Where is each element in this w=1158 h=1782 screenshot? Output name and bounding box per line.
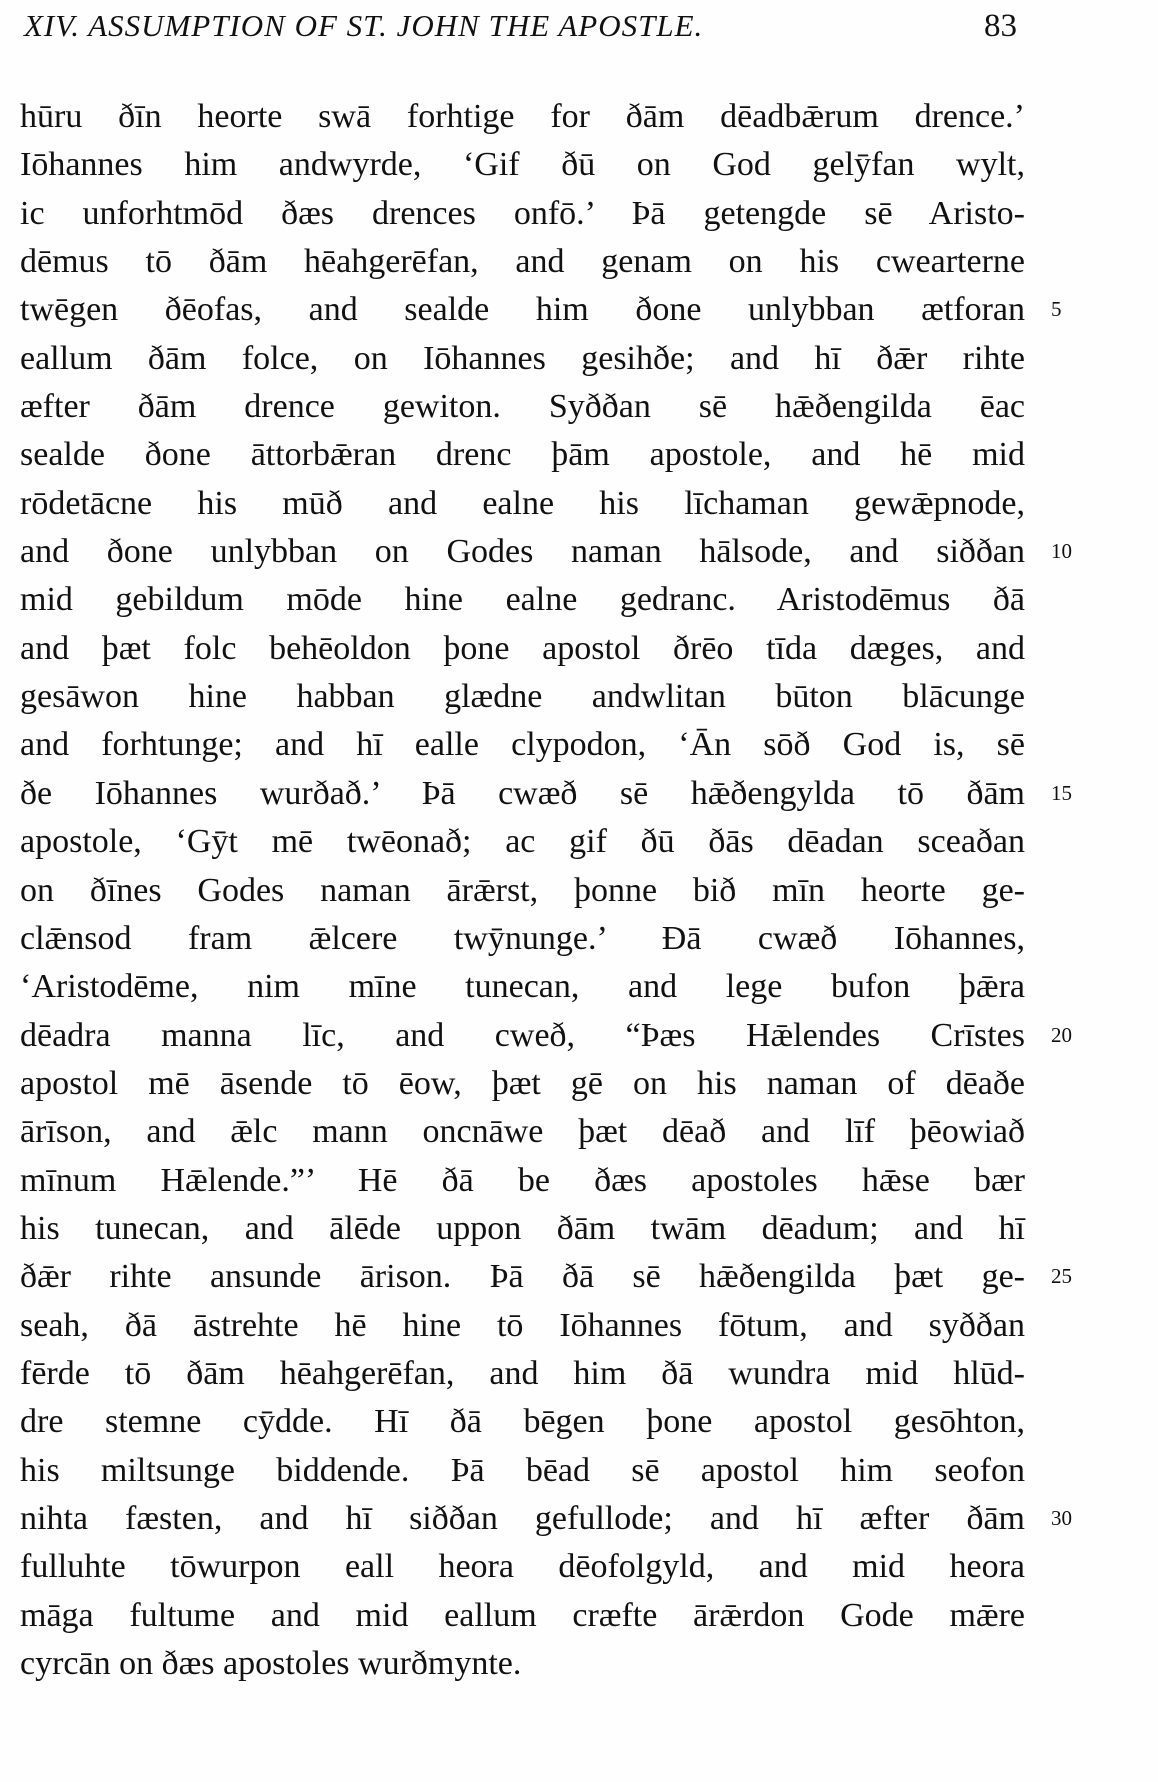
text-line (20, 190, 1025, 238)
line-text: fērde tō ðām hēahgerēfan, and him ðā wundra mid hlūd- (20, 1354, 1025, 1392)
text-line (20, 721, 1025, 769)
line-text: apostol mē āsende tō ēow, þæt gē on his naman of dēaðe (20, 1064, 1025, 1102)
line-number: 10 (1051, 539, 1072, 564)
text-line (20, 915, 1025, 963)
line-text: and forhtunge; and hī ealle clypodon, ‘Ān sōð God is, sē (20, 726, 1025, 764)
text-line (20, 528, 1072, 576)
text-line (20, 93, 1025, 141)
line-text: mid gebildum mōde hine ealne gedranc. Aristodēmus ðā (20, 581, 1025, 619)
text-line (20, 1302, 1025, 1350)
line-text: cyrcān on ðæs apostoles wurðmynte. (20, 1645, 522, 1682)
line-text: ic unforhtmōd ðæs drences onfō.’ Þā getengde sē Aristo- (20, 194, 1025, 232)
line-number: 30 (1051, 1505, 1072, 1530)
line-text: eallum ðām folce, on Iōhannes gesihðe; and hī ðǣr rihte (20, 339, 1025, 377)
text-line (20, 1157, 1025, 1205)
line-text: on ðīnes Godes naman ārǣrst, þonne bið mīn heorte ge- (20, 871, 1025, 909)
text-line (20, 141, 1025, 189)
text-line (20, 431, 1025, 479)
line-text: māga fultume and mid eallum cræfte ārǣrdon Gode mǣre (20, 1596, 1025, 1634)
text-line (20, 818, 1025, 866)
line-text: hūru ðīn heorte swā forhtige for ðām dēadbǣrum drence.’ (20, 98, 1025, 135)
line-number: 25 (1051, 1264, 1072, 1289)
text-line (20, 1060, 1025, 1108)
page-header (24, 8, 1024, 54)
line-text: and ðone unlybban on Godes naman hālsode, and siððan (20, 533, 1025, 571)
text-line (20, 770, 1072, 818)
text-line (20, 1640, 1020, 1688)
line-number: 15 (1051, 780, 1072, 805)
text-line (20, 1205, 1025, 1253)
text-line (20, 383, 1025, 431)
text-line (20, 238, 1025, 286)
line-text: ðǣr rihte ansunde ārison. Þā ðā sē hǣðengilda þæt ge- (20, 1258, 1025, 1296)
line-text: dēadra manna līc, and cweð, “Þæs Hǣlendes Crīstes (20, 1016, 1025, 1054)
text-line (20, 335, 1025, 383)
line-text: mīnum Hǣlende.”’ Hē ðā be ðæs apostoles hǣse bær (20, 1161, 1025, 1199)
text-line (20, 1253, 1072, 1301)
text-line (20, 673, 1025, 721)
text-line (20, 1543, 1025, 1591)
line-text: seah, ðā āstrehte hē hine tō Iōhannes fōtum, and syððan (20, 1306, 1025, 1344)
running-head-title: XIV. ASSUMPTION OF ST. JOHN THE APOSTLE. (24, 8, 704, 43)
line-text: gesāwon hine habban glædne andwlitan būton blācunge (20, 678, 1025, 716)
line-text: apostole, ‘Gȳt mē twēonað; ac gif ðū ðās dēadan sceaðan (20, 823, 1025, 861)
text-line (20, 480, 1025, 528)
text-line (20, 286, 1062, 334)
text-line (20, 1350, 1025, 1398)
line-text: nihta fæsten, and hī siððan gefullode; and hī æfter ðām (20, 1499, 1025, 1537)
text-line (20, 1495, 1072, 1543)
text-line (20, 625, 1025, 673)
line-text: fulluhte tōwurpon eall heora dēofolgyld, and mid heora (20, 1548, 1025, 1586)
line-text: æfter ðām drence gewiton. Syððan sē hǣðengilda ēac (20, 388, 1025, 426)
line-text: ‘Aristodēme, nim mīne tunecan, and lege bufon þǣra (20, 968, 1025, 1006)
text-line (20, 576, 1025, 624)
line-text: sealde ðone āttorbǣran drenc þām apostole, and hē mid (20, 436, 1025, 474)
line-text: rōdetācne his mūð and ealne his līchaman gewǣpnode, (20, 484, 1025, 522)
text-line (20, 1398, 1025, 1446)
text-line (20, 867, 1025, 915)
line-text: ðe Iōhannes wurðað.’ Þā cwæð sē hǣðengylda tō ðām (20, 774, 1025, 812)
line-text: dēmus tō ðām hēahgerēfan, and genam on his cwearterne (20, 243, 1025, 281)
line-text: his miltsunge biddende. Þā bēad sē apostol him seofon (20, 1451, 1025, 1489)
line-text: twēgen ðēofas, and sealde him ðone unlybban ætforan (20, 291, 1025, 329)
line-text: and þæt folc behēoldon þone apostol ðrēo tīda dæges, and (20, 629, 1025, 667)
line-number: 20 (1051, 1022, 1072, 1047)
page-number: 83 (984, 8, 1017, 44)
text-line (20, 1012, 1072, 1060)
line-text: clǣnsod fram ǣlcere twȳnunge.’ Ðā cwæð Iōhannes, (20, 919, 1025, 957)
text-line (20, 1447, 1025, 1495)
line-text: Iōhannes him andwyrde, ‘Gif ðū on God gelȳfan wylt, (20, 146, 1025, 184)
text-line (20, 963, 1025, 1011)
text-line (20, 1592, 1025, 1640)
body-text (20, 93, 1072, 1688)
line-text: ārīson, and ǣlc mann oncnāwe þæt dēað and līf þēowiað (20, 1113, 1025, 1151)
line-text: his tunecan, and ālēde uppon ðām twām dēadum; and hī (20, 1209, 1025, 1247)
text-line (20, 1108, 1025, 1156)
line-text: dre stemne cȳdde. Hī ðā bēgen þone apostol gesōhton, (20, 1403, 1025, 1441)
line-number: 5 (1051, 297, 1062, 322)
